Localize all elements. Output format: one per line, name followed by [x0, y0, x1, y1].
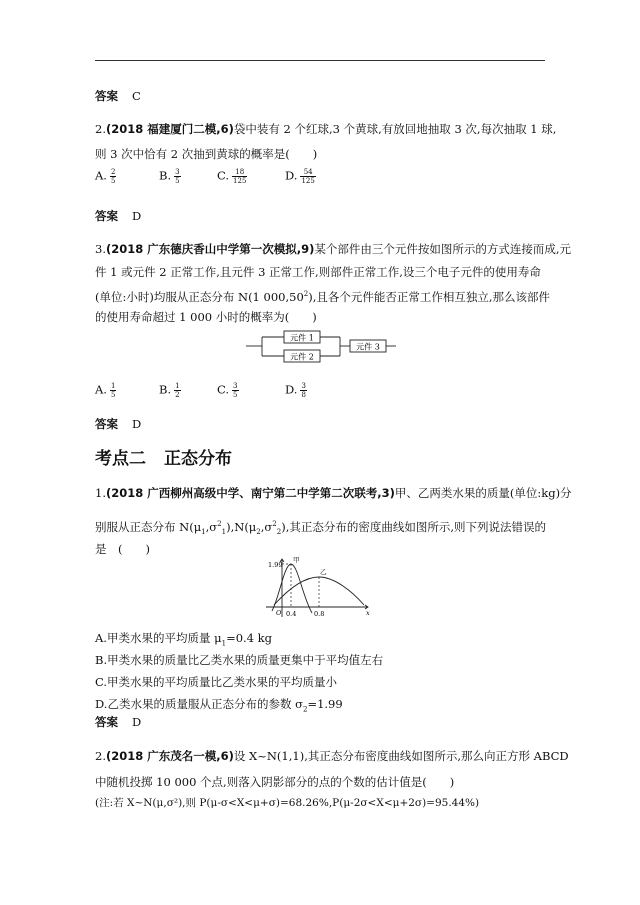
origin-label: O: [276, 609, 282, 617]
answer-value: D: [132, 715, 142, 729]
s2q2-line-1: [95, 748, 569, 764]
q2-option-c: [217, 168, 247, 185]
q3-line-2: 件 1 或元件 2 正常工作,且元件 3 正常工作,则部件正常工作,设三个电子元件的使用寿命: [95, 265, 541, 279]
answer-line-1: [95, 88, 141, 104]
s2q2-text-1: 设 X~N(1,1),其正态分布密度曲线如图所示,那么向正方形 ABCD: [233, 749, 569, 763]
answer-value: D: [132, 417, 142, 431]
s2q1-line-2: 别服从正态分布 $N(\mu_1,\sigma^2_1),N(\mu_2,\sigma^2_2)$,其正态分布的密度曲线如图所示,则下列说法错误的: [95, 519, 546, 537]
x-tick-label-1: 0.4: [286, 610, 297, 618]
option-label: C.: [217, 168, 230, 183]
header-rule: [95, 60, 545, 61]
q3-option-d: [285, 382, 307, 399]
q2-source: (2018 福建厦门二模,6): [105, 122, 234, 136]
fraction: $\frac{3}{5}$: [233, 382, 238, 399]
q2-option-b: [159, 168, 181, 185]
s2q1-text-1: 甲、乙两类水果的质量(单位:kg)分: [394, 486, 572, 500]
q3-answer: [95, 416, 141, 432]
s2q1-number: 1.: [95, 486, 106, 500]
element-3-label: 元件 3: [356, 342, 380, 352]
section-number: 考点二: [95, 449, 146, 469]
answer-label: 答案: [95, 209, 118, 223]
answer-label: 答案: [95, 89, 118, 103]
q3-line-4: 的使用寿命超过 1 000 小时的概率为( ): [95, 310, 317, 324]
answer-value: D: [132, 209, 142, 223]
option-label: A.: [95, 168, 107, 183]
s2q1-option-c: C.甲类水果的平均质量比乙类水果的平均质量小: [95, 675, 338, 689]
q2-option-a: [95, 168, 116, 185]
x-axis-label: x: [366, 609, 370, 617]
answer-label: 答案: [95, 715, 118, 729]
option-label: D.: [285, 382, 298, 397]
q2-option-d: [285, 168, 316, 185]
option-label: B.: [159, 382, 172, 397]
q3-source: (2018 广东德庆香山中学第一次模拟,9): [105, 242, 315, 256]
q3-option-a: [95, 382, 116, 399]
s2q2-line-2: 中随机投掷 10 000 个点,则落入阴影部分的点的个数的估计值是( ): [95, 775, 455, 789]
s2q2-number: 2.: [95, 749, 106, 763]
s2q2-source: (2018 广东茂名一模,6): [105, 749, 234, 763]
fraction: $\frac{2}{5}$: [110, 168, 116, 185]
curve-yi-label: 乙: [320, 568, 327, 576]
curve-jia-label: 甲: [293, 556, 300, 564]
q2-line-1: [95, 121, 556, 137]
fraction: $\frac{54}{125}$: [301, 168, 315, 185]
q3-line-3: (单位:小时)均服从正态分布 N(1 000,50$^2$),且各个元件能否正常工作相互独立,那么该部件: [95, 289, 551, 304]
q3-option-c: [217, 382, 239, 399]
s2q1-option-d: D.乙类水果的质量服从正态分布的参数 $\sigma_2=1.99$: [95, 697, 343, 714]
fraction: $\frac{3}{8}$: [301, 382, 306, 399]
fraction: $\frac{1}{2}$: [175, 382, 180, 399]
y-value-label: 1.99: [268, 561, 283, 569]
fraction: $\frac{18}{125}$: [233, 168, 247, 185]
q3-option-b: [159, 382, 181, 399]
density-curve-graph: [262, 555, 374, 619]
section-heading: [95, 444, 232, 469]
s2q1-answer: [95, 714, 141, 730]
s2q2-line-3: (注:若 X~N(μ,σ²),则 P(μ-σ<X<μ+σ)=68.26%,P(μ-2σ<X<μ+2σ)=95.44%): [95, 797, 480, 809]
q3-number: 3.: [95, 242, 106, 256]
answer-label: 答案: [95, 417, 118, 431]
q2-number: 2.: [95, 122, 106, 136]
s2q1-line-1: [95, 485, 572, 501]
q2-text-1: 袋中装有 2 个红球,3 个黄球,有放回地抽取 3 次,每次抽取 1 球,: [233, 122, 557, 136]
option-label: C.: [217, 382, 230, 397]
element-1-label: 元件 1: [290, 333, 314, 343]
fraction: $\frac{1}{5}$: [110, 382, 116, 399]
q2-line-2: 则 3 次中恰有 2 次抽到黄球的概率是( ): [95, 147, 318, 161]
s2q1-option-a: A.甲类水果的平均质量 $\mu_1=0.4$ kg: [95, 631, 272, 648]
circuit-diagram: [240, 328, 400, 368]
q3-line-1: [95, 241, 571, 257]
s2q1-option-b: B.甲类水果的质量比乙类水果的质量更集中于平均值左右: [95, 653, 384, 667]
option-label: A.: [95, 382, 107, 397]
option-label: D.: [285, 168, 298, 183]
q3-text-1: 某个部件由三个元件按如图所示的方式连接而成,元: [314, 242, 572, 256]
answer-value: C: [132, 89, 141, 103]
fraction: $\frac{3}{5}$: [175, 168, 180, 185]
s2q1-line-3: 是 ( ): [95, 542, 150, 556]
q2-answer: [95, 208, 141, 224]
x-tick-label-2: 0.8: [314, 610, 325, 618]
element-2-label: 元件 2: [290, 352, 314, 362]
s2q1-source: (2018 广西柳州高级中学、南宁第二中学第二次联考,3): [105, 486, 395, 500]
option-label: B.: [159, 168, 172, 183]
section-title: 正态分布: [164, 449, 232, 469]
